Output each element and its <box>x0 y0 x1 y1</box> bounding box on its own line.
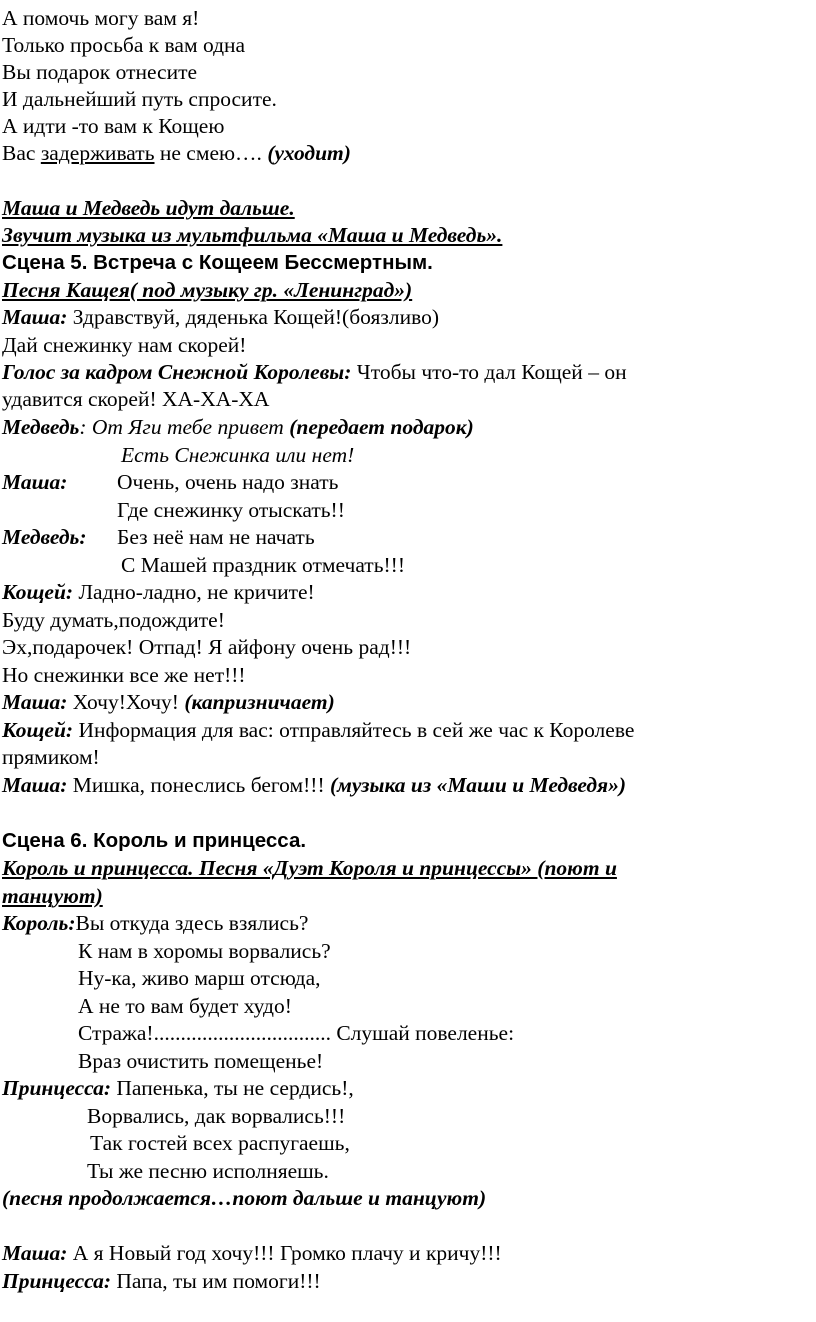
dialogue-line: Ты же песню исполняешь. <box>87 1159 329 1183</box>
stage-direction: Звучит музыка из мультфильма «Маша и Медведь». <box>2 223 503 247</box>
dialogue-line: Маша: А я Новый год хочу!!! Громко плачу и кричу!!! <box>2 1241 502 1265</box>
dialogue-line: Кощей: Ладно-ладно, не кричите! <box>2 580 315 604</box>
stage-direction: Маша и Медведь идут дальше. <box>2 196 295 220</box>
speaker-name: Кощей: <box>2 718 74 742</box>
speaker-name: Маша: <box>2 470 68 494</box>
song-heading: Песня Кащея( под музыку гр. «Ленинград») <box>2 278 413 302</box>
dialogue-line: прямиком! <box>2 745 100 769</box>
text-line: Только просьба к вам одна <box>2 33 246 57</box>
dialogue-line: Принцесса: Папа, ты им помоги!!! <box>2 1269 321 1293</box>
dialogue-line: Маша: Очень, очень надо знать <box>2 470 339 494</box>
song-heading: Король и принцесса. Песня «Дуэт Короля и принцессы» (поют и <box>2 856 617 880</box>
dialogue-line: Есть Снежинка или нет! <box>121 443 355 467</box>
dialogue-line: Маша: Хочу!Хочу! (капризничает) <box>2 690 335 714</box>
speaker-name: Голос за кадром Снежной Королевы: <box>2 360 352 384</box>
dialogue-line: Кощей: Информация для вас: отправляйтесь в сей же час к Королеве <box>2 718 635 742</box>
dialogue-line: Ну-ка, живо марш отсюда, <box>78 966 321 990</box>
stage-direction: (передает подарок) <box>289 415 474 439</box>
speaker-name: Маша: <box>2 690 68 714</box>
speaker-name: Маша: <box>2 1241 68 1265</box>
dialogue-line: А не то вам будет худо! <box>78 994 292 1018</box>
text-line: А помочь могу вам я! <box>2 6 200 30</box>
stage-direction: (капризничает) <box>184 690 335 714</box>
dialogue-line: Где снежинку отыскать!! <box>117 498 345 522</box>
speaker-name: Принцесса: <box>2 1269 112 1293</box>
stage-direction: (песня продолжается…поют дальше и танцуют) <box>2 1186 487 1210</box>
dialogue-line: Ворвались, дак ворвались!!! <box>87 1104 346 1128</box>
dialogue-line: С Машей праздник отмечать!!! <box>121 553 405 577</box>
stage-direction: (музыка из «Маши и Медведя») <box>329 773 627 797</box>
underlined-word: задерживать <box>40 141 155 165</box>
speaker-name: Кощей: <box>2 580 74 604</box>
speaker-name: Медведь <box>2 415 80 439</box>
dialogue-line: Маша: Мишка, понеслись бегом!!! (музыка из «Маши и Медведя») <box>2 773 627 797</box>
speaker-name: Маша: <box>2 305 68 329</box>
stage-direction: (уходит) <box>267 141 351 165</box>
dialogue-line: Медведь: От Яги тебе привет (передает подарок) <box>2 415 474 439</box>
speaker-name: Маша: <box>2 773 68 797</box>
dialogue-line: Дай снежинку нам скорей! <box>2 333 247 357</box>
dialogue-line: Но снежинки все же нет!!! <box>2 663 246 687</box>
text-line: Вы подарок отнесите <box>2 60 198 84</box>
dialogue-line: Стража!................................. Слушай повеленье: <box>78 1021 515 1045</box>
dialogue-line: Буду думать,подождите! <box>2 608 225 632</box>
song-heading: танцуют) <box>2 884 103 908</box>
dialogue-line: Король:Вы откуда здесь взялись? <box>2 911 309 935</box>
dialogue-line: Маша: Здравствуй, дяденька Кощей!(боязливо) <box>2 305 440 329</box>
text-line: Вас задерживать не смею…. (уходит) <box>2 141 351 165</box>
dialogue-line: Враз очистить помещенье! <box>78 1049 324 1073</box>
speaker-name: Принцесса: <box>2 1076 112 1100</box>
dialogue-line: Так гостей всех распугаешь, <box>90 1131 350 1155</box>
dialogue-line: Принцесса: Папенька, ты не сердись!, <box>2 1076 354 1100</box>
speaker-name: Медведь: <box>2 525 87 549</box>
speaker-name: Король <box>2 911 69 935</box>
text-line: А идти -то вам к Кощею <box>2 114 225 138</box>
dialogue-line: К нам в хоромы ворвались? <box>78 939 331 963</box>
scene-heading: Сцена 5. Встреча с Кощеем Бессмертным. <box>2 251 433 274</box>
dialogue-line: удавится скорей! ХА-ХА-ХА <box>2 387 270 411</box>
dialogue-line: Эх,подарочек! Отпад! Я айфону очень рад!!! <box>2 635 412 659</box>
dialogue-line: Медведь: Без неё нам не начать <box>2 525 315 549</box>
dialogue-line: Голос за кадром Снежной Королевы: Чтобы что-то дал Кощей – он <box>2 360 627 384</box>
text-line: И дальнейший путь спросите. <box>2 87 277 111</box>
scene-heading: Сцена 6. Король и принцесса. <box>2 829 307 852</box>
